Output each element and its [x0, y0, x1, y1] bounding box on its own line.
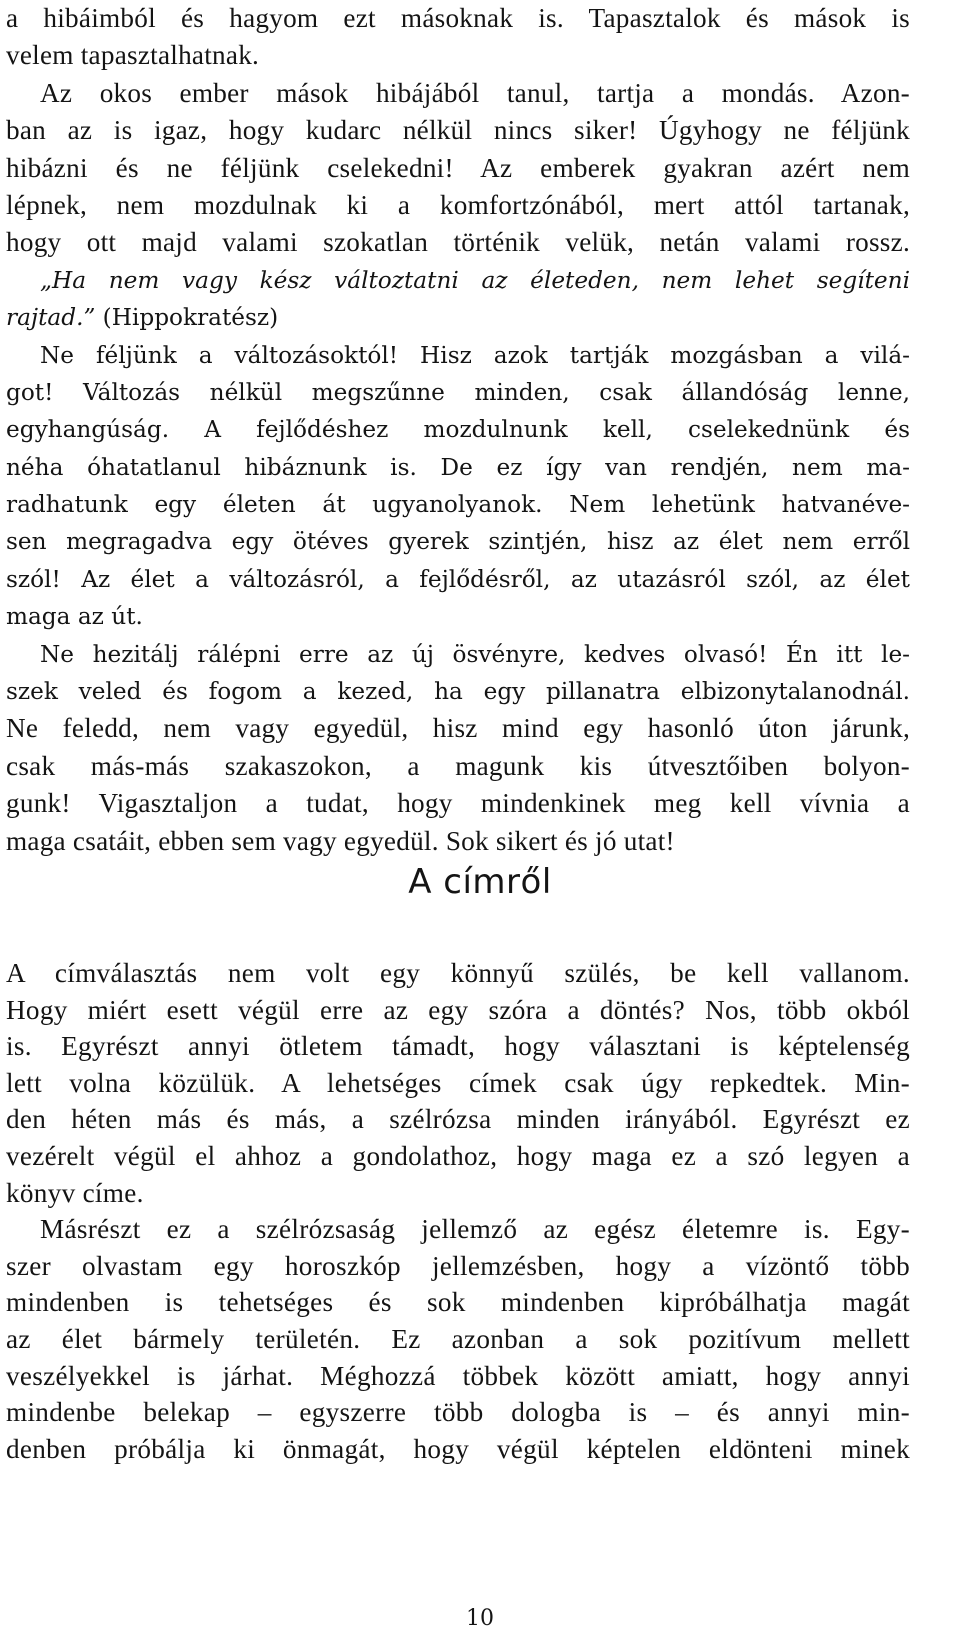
- text-line: lépnek, nem mozdulnak ki a komfortzónából, mert attól tartanak,: [6, 189, 910, 220]
- quote-attribution-line: [6, 299, 910, 336]
- text-line: sen megragadva egy ötéves gyerek szintjén, hisz az élet nem erről: [6, 528, 910, 556]
- paragraph-closing: [6, 710, 910, 860]
- text-line: veszélyekkel is járhat. Méghozzá többek között amiatt, hogy annyi: [6, 1360, 910, 1391]
- text-line: got! Változás nélkül megszűnne minden, csak állandóság lenne,: [6, 378, 910, 406]
- text-line: szól! Az élet a változásról, a fejlődésről, az utazásról szól, az élet: [6, 565, 910, 593]
- text-line: gunk! Vigasztaljon a tudat, hogy mindenkinek meg kell vívnia a: [6, 788, 910, 819]
- text-line: Hogy miért esett végül erre az egy szóra a döntés? Nos, több okból: [6, 994, 910, 1025]
- page-number: 10: [466, 1606, 494, 1631]
- text-line: könyv címe.: [6, 1177, 144, 1208]
- text-line: Ne hezitálj rálépni erre az új ösvényre, kedves olvasó! Én itt le-: [40, 640, 910, 668]
- text-line: szer olvastam egy horoszkóp jellemzésben, hogy a vízöntő több: [6, 1250, 910, 1281]
- text-line: néha óhatatlanul hibáznunk is. De ez így van rendjén, nem ma-: [6, 453, 910, 481]
- text-line: lett volna közülük. A lehetséges címek csak úgy repkedtek. Min-: [6, 1067, 910, 1098]
- paragraph-intro: [6, 0, 910, 262]
- quote-end: rajtad.”: [6, 304, 96, 332]
- quote-author: (Hippokratész): [95, 304, 279, 332]
- text-line: den héten más és más, a szélrózsa minden irányából. Egyrészt ez: [6, 1104, 910, 1135]
- text-line: Ne feledd, nem vagy egyedül, hisz mind egy hasonló úton járunk,: [6, 713, 910, 744]
- text-line: szek veled és fogom a kezed, ha egy pillanatra elbizonytalanodnál.: [6, 678, 910, 706]
- text-line: hogy ott majd valami szokatlan történik velük, netán valami rossz.: [6, 227, 910, 258]
- text-line: az élet bármely területén. Ez azonban a sok pozitívum mellett: [6, 1323, 910, 1354]
- text-line: mindenben is tehetséges és sok mindenben kipróbálhatja magát: [6, 1287, 910, 1318]
- text-line: hibázni és ne féljünk cselekedni! Az emberek gyakran azért nem: [6, 152, 910, 183]
- quote-line: „Ha nem vagy kész változtatni az életeden, nem lehet segíteni: [40, 266, 910, 294]
- text-line: vezérelt végül el ahhoz a gondolathoz, hogy maga ez a szó legyen a: [6, 1140, 910, 1171]
- text-line: velem tapasztalhatnak.: [6, 40, 260, 71]
- text-line: maga az út.: [6, 603, 143, 631]
- text-line: Másrészt ez a szélrózsaság jellemző az egész életemre is. Egy-: [40, 1214, 910, 1245]
- body-text-bottom: [6, 955, 910, 1467]
- paragraph-change: [6, 337, 910, 711]
- body-text-top: [6, 0, 910, 860]
- text-line: denben próbálja ki önmagát, hogy végül képtelen eldönteni minek: [6, 1433, 910, 1464]
- text-line: Ne féljünk a változásoktól! Hisz azok tartják mozgásban a vilá-: [40, 341, 910, 369]
- text-line: Az okos ember mások hibájából tanul, tartja a mondás. Azon-: [40, 77, 910, 108]
- section-heading: A címről: [408, 862, 552, 902]
- text-line: ban az is igaz, hogy kudarc nélkül nincs siker! Úgyhogy ne féljünk: [6, 115, 910, 146]
- text-line: a hibáimból és hagyom ezt másoknak is. Tapasztalok és mások is: [6, 3, 910, 33]
- text-line: maga csatáit, ebben sem vagy egyedül. Sok sikert és jó utat!: [6, 825, 675, 856]
- text-line: A címválasztás nem volt egy könnyű szülés, be kell vallanom.: [6, 958, 910, 988]
- text-line: is. Egyrészt annyi ötletem támadt, hogy választani is képtelenség: [6, 1031, 910, 1062]
- paragraph-title-section: [6, 955, 910, 1467]
- text-line: csak más-más szakaszokon, a magunk kis útvesztőiben bolyon-: [6, 750, 910, 781]
- text-line: radhatunk egy életen át ugyanolyanok. Nem lehetünk hatvanéve-: [6, 491, 910, 519]
- text-line: egyhangúság. A fejlődéshez mozdulnunk kell, cselekednünk és: [6, 416, 910, 444]
- text-line: mindenbe belekap – egyszerre több dologba is – és annyi min-: [6, 1397, 910, 1428]
